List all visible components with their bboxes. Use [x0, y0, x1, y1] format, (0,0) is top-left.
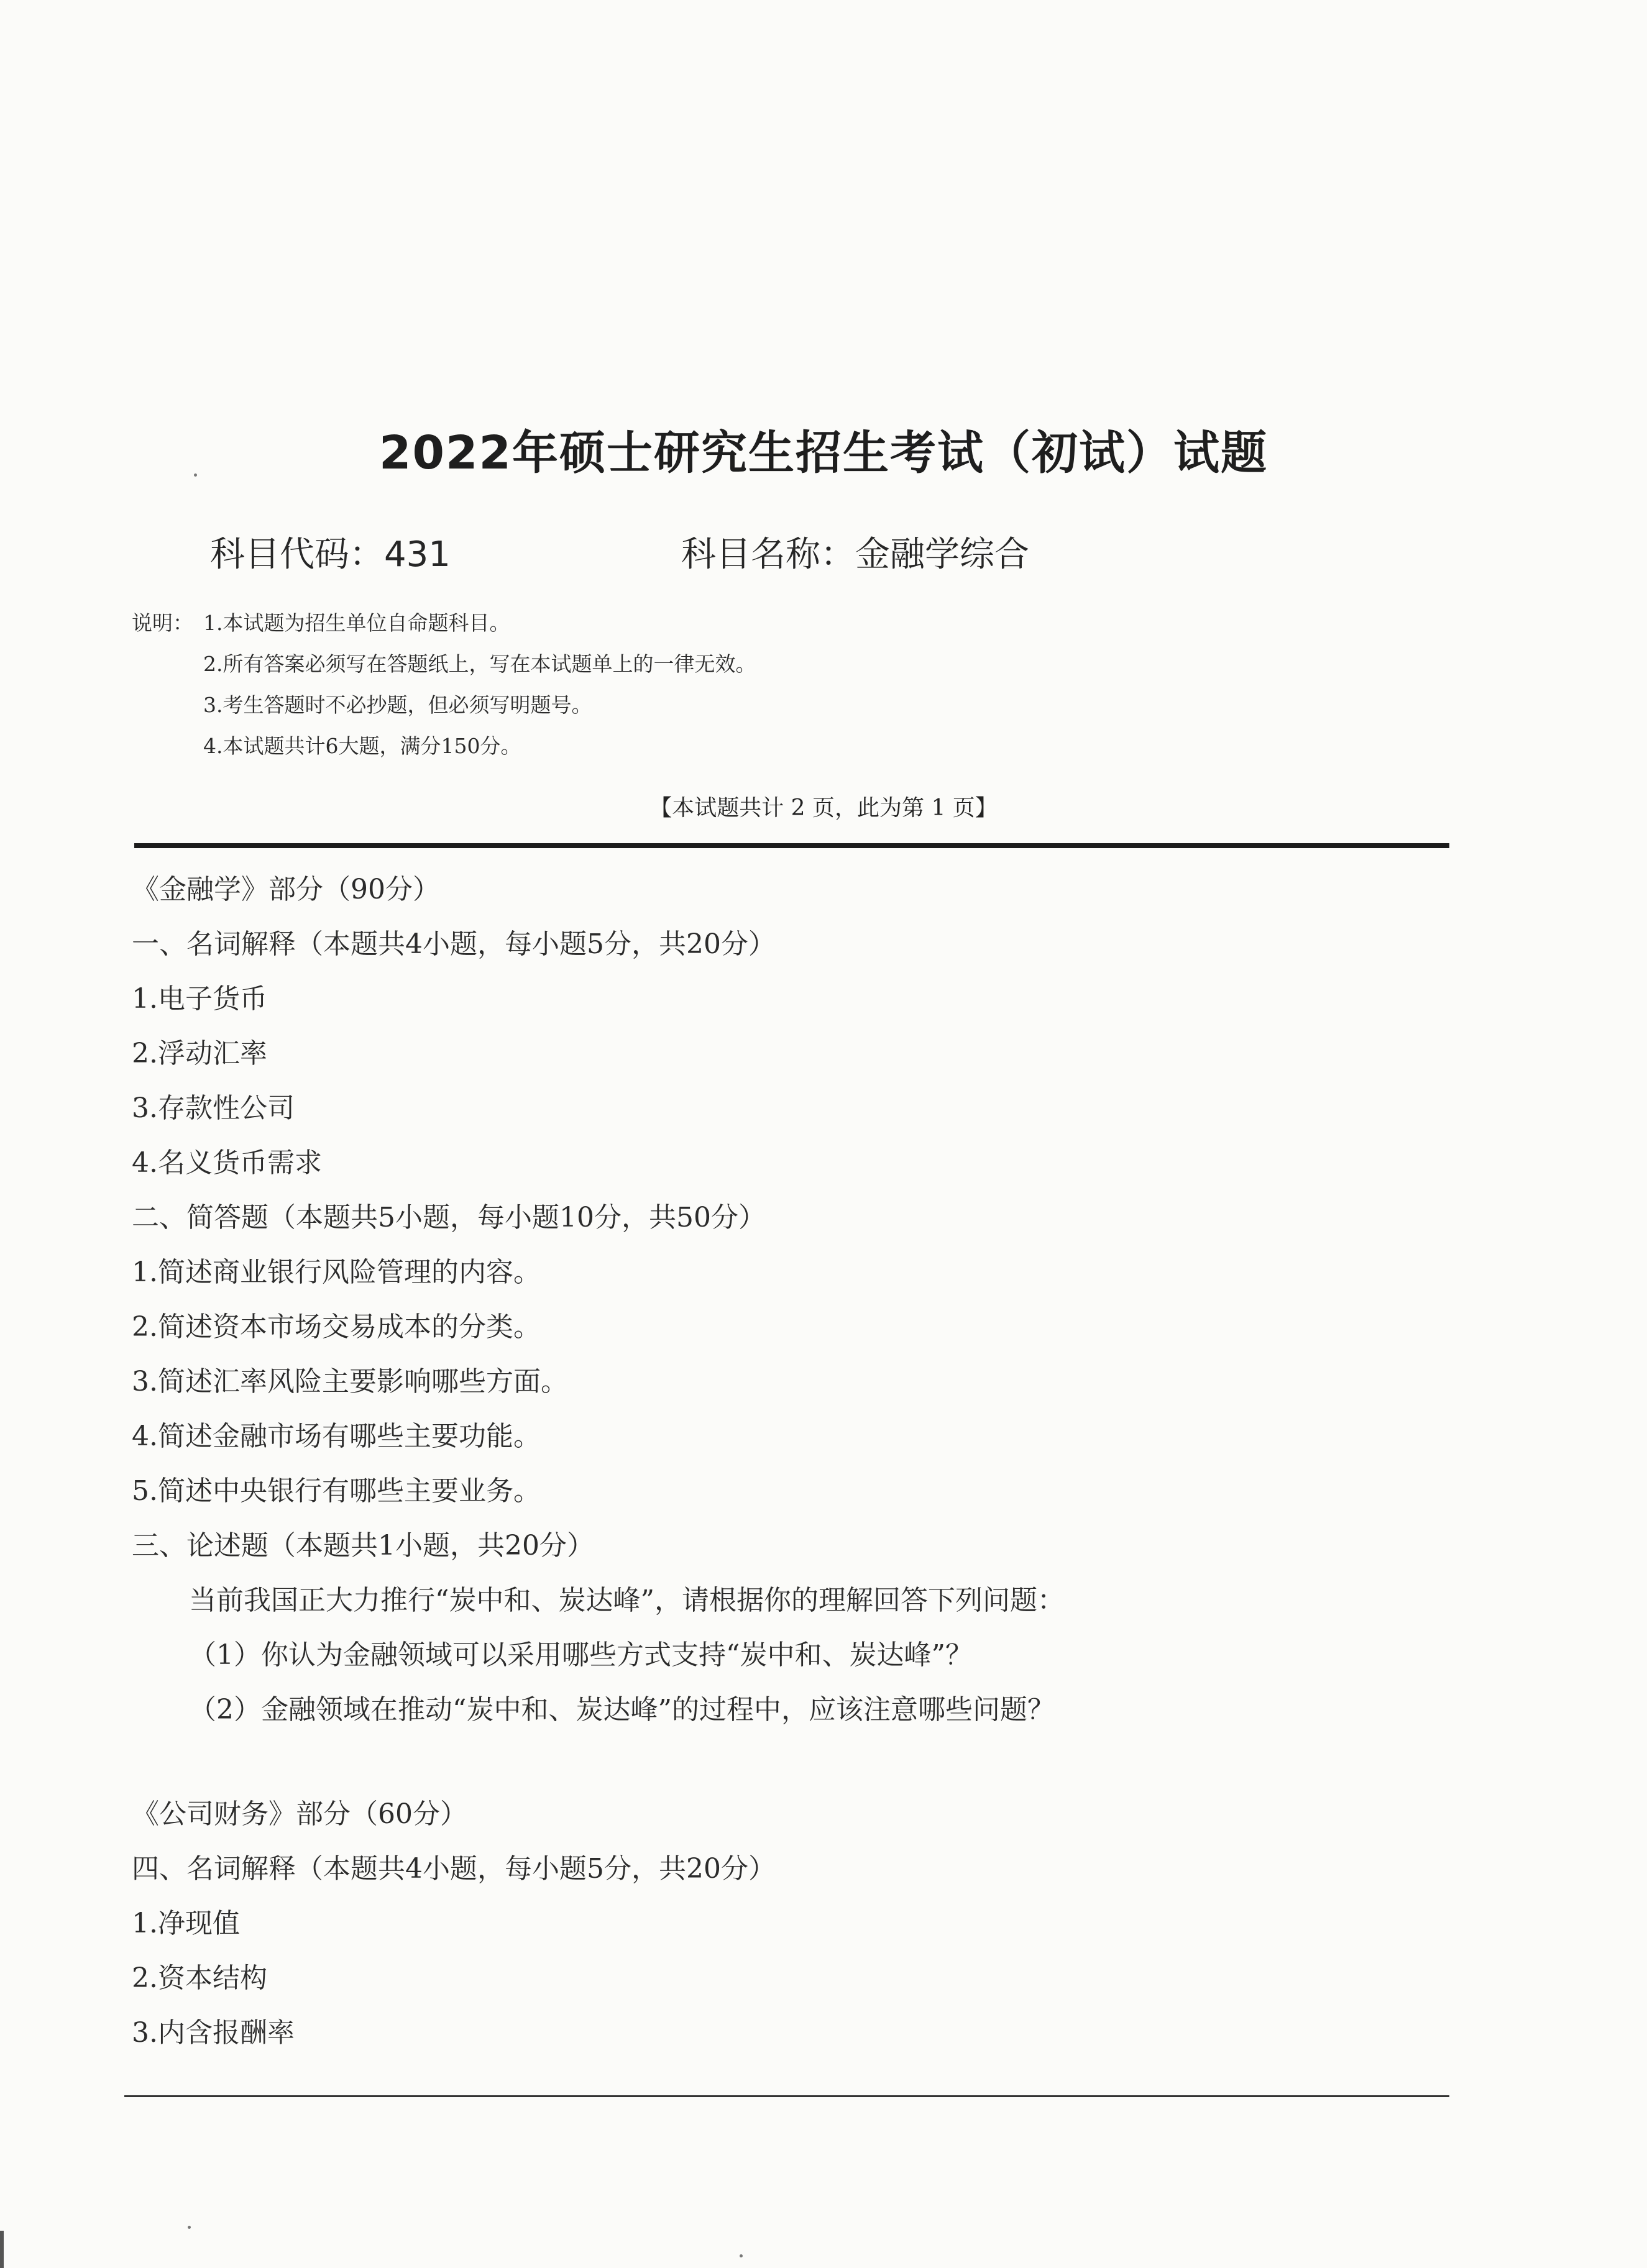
scan-speck: [188, 2226, 191, 2229]
instruction-text: 3.考生答题时不必抄题，但必须写明题号。: [203, 693, 592, 717]
page-count-info: 【本试题共计 2 页，此为第 1 页】: [649, 795, 998, 821]
question-item: 3.内含报酬率: [132, 2017, 295, 2049]
instruction-text: 2.所有答案必须写在答题纸上，写在本试题单上的一律无效。: [203, 652, 756, 676]
instruction-prefix: 说明：: [132, 611, 193, 635]
question-item: 4.简述金融市场有哪些主要功能。: [132, 1420, 541, 1452]
subject-name: 科目名称：金融学综合: [681, 534, 1029, 575]
instruction-line: [132, 726, 756, 767]
question-item: 1.净现值: [132, 1908, 240, 1939]
question-item: 2.简述资本市场交易成本的分类。: [132, 1311, 541, 1343]
essay-subquestion: （1）你认为金融领域可以采用哪些方式支持“炭中和、炭达峰”？: [189, 1639, 973, 1671]
part-heading: 四、名词解释（本题共4小题，每小题5分，共20分）: [132, 1853, 776, 1885]
question-item: 3.存款性公司: [132, 1092, 295, 1124]
part-heading: 二、简答题（本题共5小题，每小题10分，共50分）: [132, 1202, 766, 1233]
question-item: 2.资本结构: [132, 1962, 267, 1994]
question-item: 5.简述中央银行有哪些主要业务。: [132, 1475, 541, 1507]
footer-divider: [124, 2095, 1449, 2097]
subject-code: 科目代码：431: [210, 534, 451, 575]
question-item: 1.电子货币: [132, 983, 267, 1015]
instructions: [132, 603, 756, 767]
part-heading: 一、名词解释（本题共4小题，每小题5分，共20分）: [132, 928, 776, 960]
question-item: 4.名义货币需求: [132, 1147, 322, 1179]
section-gap: [132, 1737, 1468, 1787]
instruction-text: 1.本试题为招生单位自命题科目。: [203, 611, 510, 635]
question-item: 3.简述汇率风险主要影响哪些方面。: [132, 1366, 568, 1397]
essay-subquestion: （2）金融领域在推动“炭中和、炭达峰”的过程中，应该注意哪些问题？: [189, 1694, 1055, 1726]
part-heading: 三、论述题（本题共1小题，共20分）: [132, 1530, 594, 1562]
instruction-line: [132, 603, 756, 644]
header-divider: [134, 843, 1449, 848]
instruction-line: [132, 685, 756, 726]
exam-body: [132, 862, 1468, 2060]
scan-speck: [194, 473, 197, 477]
scan-edge-mark: [0, 2231, 4, 2268]
exam-title: 2022年硕士研究生招生考试（初试）试题: [379, 426, 1268, 480]
section-title-corporate: 《公司财务》部分（60分）: [132, 1798, 467, 1830]
instruction-line: [132, 644, 756, 685]
scan-speck: [740, 2254, 743, 2257]
instruction-text: 4.本试题共计6大题，满分150分。: [203, 734, 521, 758]
question-item: 1.简述商业银行风险管理的内容。: [132, 1256, 541, 1288]
question-item: 2.浮动汇率: [132, 1038, 267, 1069]
essay-prompt: 当前我国正大力推行“炭中和、炭达峰”，请根据你的理解回答下列问题：: [189, 1584, 1065, 1616]
section-title-finance: 《金融学》部分（90分）: [132, 874, 440, 905]
